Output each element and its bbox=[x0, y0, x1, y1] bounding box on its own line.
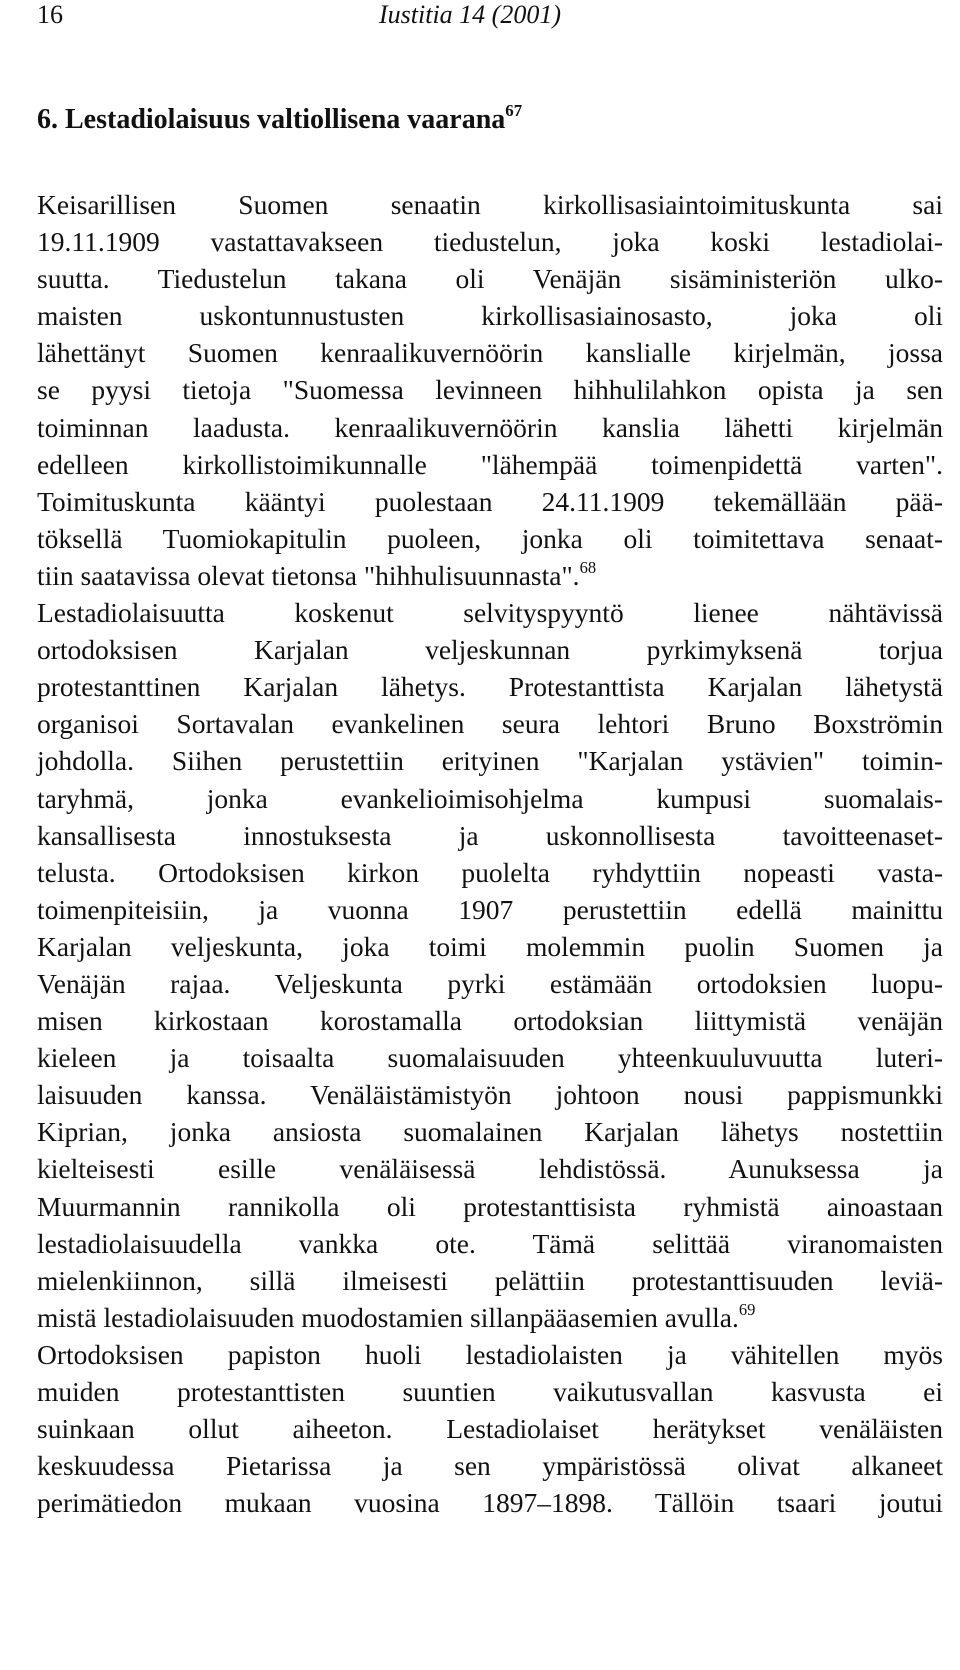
text-line: Karjalan veljeskunta, joka toimi molemmin puolin Suomen ja bbox=[37, 930, 943, 962]
section-heading bbox=[37, 102, 522, 138]
footnote-ref-67[interactable]: 67 bbox=[505, 100, 523, 120]
running-head bbox=[37, 0, 943, 32]
footnote-ref-68[interactable]: 68 bbox=[579, 557, 597, 577]
text-line: organisoi Sortavalan evankelinen seura lehtori Bruno Boxströmin bbox=[37, 708, 943, 740]
text-line: toiminnan laadusta. kenraalikuvernöörin kanslia lähetti kirjelmän bbox=[37, 411, 943, 443]
text-line: perimätiedon mukaan vuosina 1897–1898. Tällöin tsaari joutui bbox=[37, 1487, 943, 1519]
text-line: protestanttinen Karjalan lähetys. Protestanttista Karjalan lähetystä bbox=[37, 671, 943, 703]
text-line: johdolla. Siihen perustettiin erityinen "Karjalan ystävien" toimin- bbox=[37, 745, 943, 777]
text-line: edelleen kirkollistoimikunnalle "lähempää toimenpidettä varten". bbox=[37, 448, 943, 480]
text-line: kansallisesta innostuksesta ja uskonnollisesta tavoitteenaset- bbox=[37, 819, 943, 851]
text-line: Venäjän rajaa. Veljeskunta pyrki estämään ortodoksien luopu- bbox=[37, 967, 943, 999]
text-line: mielenkiinnon, sillä ilmeisesti pelättiin protestanttisuuden leviä- bbox=[37, 1264, 943, 1296]
text-line: lähettänyt Suomen kenraalikuvernöörin kanslialle kirjelmän, jossa bbox=[37, 337, 943, 369]
text-line-with-footnote bbox=[37, 1299, 943, 1336]
text-line: muiden protestanttisten suuntien vaikutusvallan kasvusta ei bbox=[37, 1376, 943, 1407]
text-line: Ortodoksisen papiston huoli lestadiolaisten ja vähitellen myös bbox=[37, 1338, 943, 1370]
page-number: 16 bbox=[37, 0, 63, 29]
text-line: misen kirkostaan korostamalla ortodoksian liittymistä venäjän bbox=[37, 1005, 943, 1037]
body-paragraph bbox=[37, 186, 943, 1521]
text-line: laisuuden kanssa. Venäläistämistyön johtoon nousi pappismunkki bbox=[37, 1079, 943, 1111]
text-line: Muurmannin rannikolla oli protestanttisista ryhmistä ainoastaan bbox=[37, 1190, 943, 1222]
text-line: Toimituskunta kääntyi puolestaan 24.11.1909 tekemällään pää- bbox=[37, 485, 943, 517]
text-line: telusta. Ortodoksisen kirkon puolelta ryhdyttiin nopeasti vasta- bbox=[37, 856, 943, 888]
text-line: kielteisesti esille venäläisessä lehdistössä. Aunuksessa ja bbox=[37, 1153, 943, 1185]
text-line: maisten uskontunnustusten kirkollisasiainosasto, joka oli bbox=[37, 300, 943, 332]
text-line: suinkaan ollut aiheeton. Lestadiolaiset herätykset venäläisten bbox=[37, 1413, 943, 1445]
text-line: tiin saatavissa olevat tietonsa "hihhulisuunnasta". bbox=[37, 559, 580, 591]
text-line: lestadiolaisuudella vankka ote. Tämä selittää viranomaisten bbox=[37, 1227, 943, 1259]
text-line: kieleen ja toisaalta suomalaisuuden yhteenkuuluvuutta luteri- bbox=[37, 1042, 943, 1074]
text-line: 19.11.1909 vastattavakseen tiedustelun, joka koski lestadiolai- bbox=[37, 226, 943, 258]
section-title: 6. Lestadiolaisuus valtiollisena vaarana bbox=[37, 104, 506, 135]
text-line: toimenpiteisiin, ja vuonna 1907 perustettiin edellä mainittu bbox=[37, 893, 943, 925]
text-line: Lestadiolaisuutta koskenut selvityspyyntö lienee nähtävissä bbox=[37, 597, 943, 629]
text-line: Kiprian, jonka ansiosta suomalainen Karjalan lähetys nostettiin bbox=[37, 1116, 943, 1148]
text-line: Keisarillisen Suomen senaatin kirkollisasiaintoimituskunta sai bbox=[37, 189, 943, 220]
text-line: suutta. Tiedustelun takana oli Venäjän sisäministeriön ulko- bbox=[37, 263, 943, 295]
text-line: se pyysi tietoja "Suomessa levinneen hihhulilahkon opista ja sen bbox=[37, 374, 943, 406]
footnote-ref-69[interactable]: 69 bbox=[738, 1299, 756, 1319]
text-line: töksellä Tuomiokapitulin puoleen, jonka oli toimitettava senaat- bbox=[37, 522, 943, 554]
text-line: ortodoksisen Karjalan veljeskunnan pyrkimyksenä torjua bbox=[37, 634, 943, 666]
text-line: keskuudessa Pietarissa ja sen ympäristössä olivat alkaneet bbox=[37, 1450, 943, 1482]
journal-title: Iustitia 14 (2001) bbox=[379, 0, 561, 29]
text-line: mistä lestadiolaisuuden muodostamien sillanpääasemien avulla. bbox=[37, 1301, 739, 1333]
text-line-with-footnote bbox=[37, 557, 943, 594]
text-line: taryhmä, jonka evankelioimisohjelma kumpusi suomalais- bbox=[37, 782, 943, 814]
